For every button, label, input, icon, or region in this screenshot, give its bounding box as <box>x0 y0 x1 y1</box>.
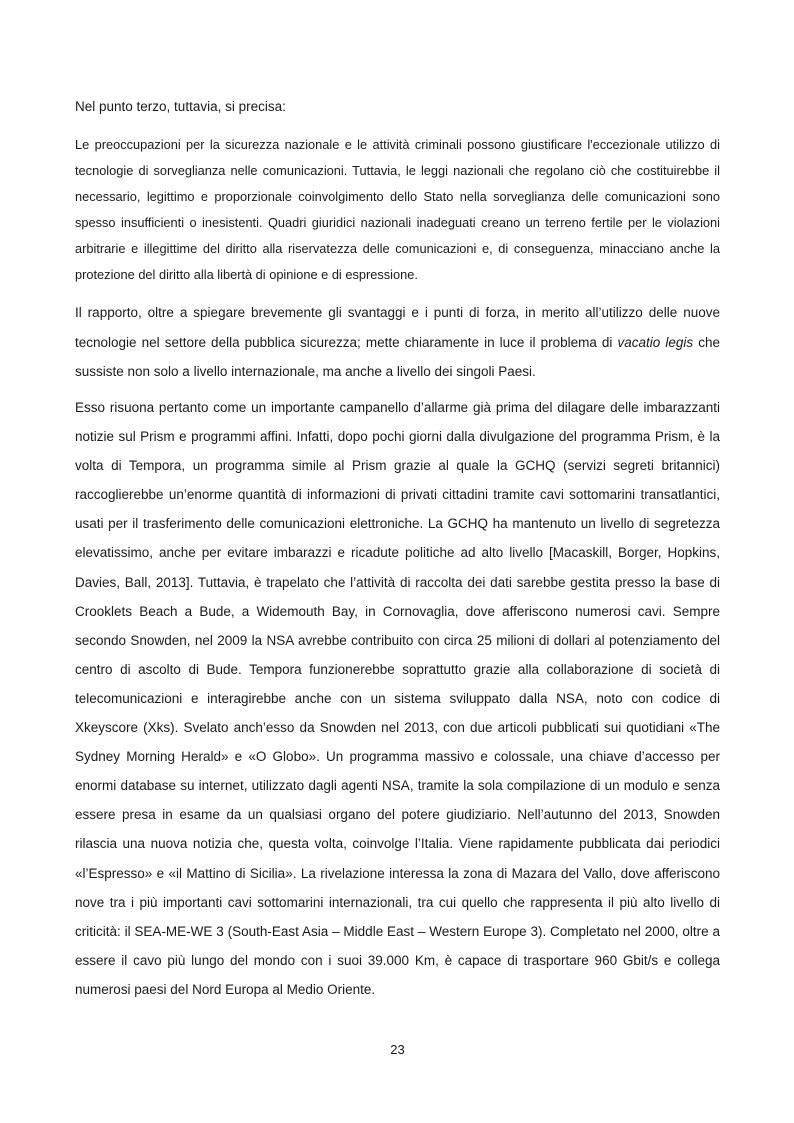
latin-term: vacatio legis <box>617 334 694 350</box>
paragraph-report-text-1: Il rapporto, oltre a spiegare brevemente gli svantaggi e i punti di forza, in merito all’utilizzo delle nuove tecnologie nel settore della pubblica sicurezza; mette chiaramente in luce il problema di <box>75 305 720 350</box>
paragraph-report <box>75 298 720 387</box>
document-page <box>75 0 720 1123</box>
intro-line: Nel punto terzo, tuttavia, si precisa: <box>75 99 286 114</box>
paragraph-report-text-2: che sussiste non solo a livello internazionale, ma anche a livello dei singoli Paesi. <box>75 334 720 379</box>
page-number: 23 <box>390 1042 405 1057</box>
paragraph-tempora: Esso risuona pertanto come un importante campanello d’allarme già prima del dilagare delle imbarazzanti notizie sul Prism e programmi affini. Infatti, dopo pochi giorni dalla divulgazione del programma Prism, è la volta di Tempora, un programma simile al Prism grazie al quale la GCHQ (servizi segreti britannici) raccoglierebbe un’enorme quantità di informazioni di privati cittadini tramite cavi sottomarini transatlantici, usati per il trasferimento delle comunicazioni elettroniche. La GCHQ ha mantenuto un livello di segretezza elevatissimo, anche per evitare imbarazzi e ricadute politiche ad alto livello [Macaskill, Borger, Hopkins, Davies, Ball, 2013]. Tuttavia, è trapelato che l’attività di raccolta dei dati sarebbe gestita presso la base di Crooklets Beach a Bude, a Widemouth Bay, in Cornovaglia, dove afferiscono numerosi cavi. Sempre secondo Snowden, nel 2009 la NSA avrebbe contribuito con circa 25 milioni di dollari al potenziamento del centro di ascolto di Bude. Tempora funzionerebbe soprattutto grazie alla collaborazione di società di telecomunicazioni e interagirebbe anche con un sistema sviluppato dalla NSA, noto con codice di Xkeyscore (Xks). Svelato anch’esso da Snowden nel 2013, con due articoli pubblicati sui quotidiani «The Sydney Morning Herald» e «O Globo». Un programma massivo e colossale, una chiave d’accesso per enormi database su internet, utilizzato dagli agenti NSA, tramite la sola compilazione di un modulo e senza essere presa in esame da un qualsiasi organo del potere giudiziario. Nell’autunno del 2013, Snowden rilascia una nuova notizia che, questa volta, coinvolge l’Italia. Viene rapidamente pubblicata dai periodici «l’Espresso» e «il Mattino di Sicilia». La rivelazione interessa la zona di Mazara del Vallo, dove afferiscono nove tra i più importanti cavi sottomarini internazionali, tra cui quello che rappresenta il più alto livello di criticità: il SEA-ME-WE 3 (South-East Asia – Middle East – Western Europe 3). Completato nel 2000, oltre a essere il cavo più lungo del mondo con i suoi 39.000 Km, è capace di trasportare 960 Gbit/s e collega numerosi paesi del Nord Europa al Medio Oriente. <box>75 400 720 997</box>
block-quote: Le preoccupazioni per la sicurezza nazionale e le attività criminali possono giustificare l'eccezionale utilizzo di tecnologie di sorveglianza nelle comunicazioni. Tuttavia, le leggi nazionali che regolano ciò che costituirebbe il necessario, legittimo e proporzionale coinvolgimento dello Stato nella sorveglianza delle comunicazioni sono spesso insufficienti o inesistenti. Quadri giuridici nazionali inadeguati creano un terreno fertile per le violazioni arbitrarie e illegittime del diritto alla riservatezza delle comunicazioni e, di conseguenza, minacciano anche la protezione del diritto alla libertà di opinione e di espressione. <box>75 137 720 282</box>
